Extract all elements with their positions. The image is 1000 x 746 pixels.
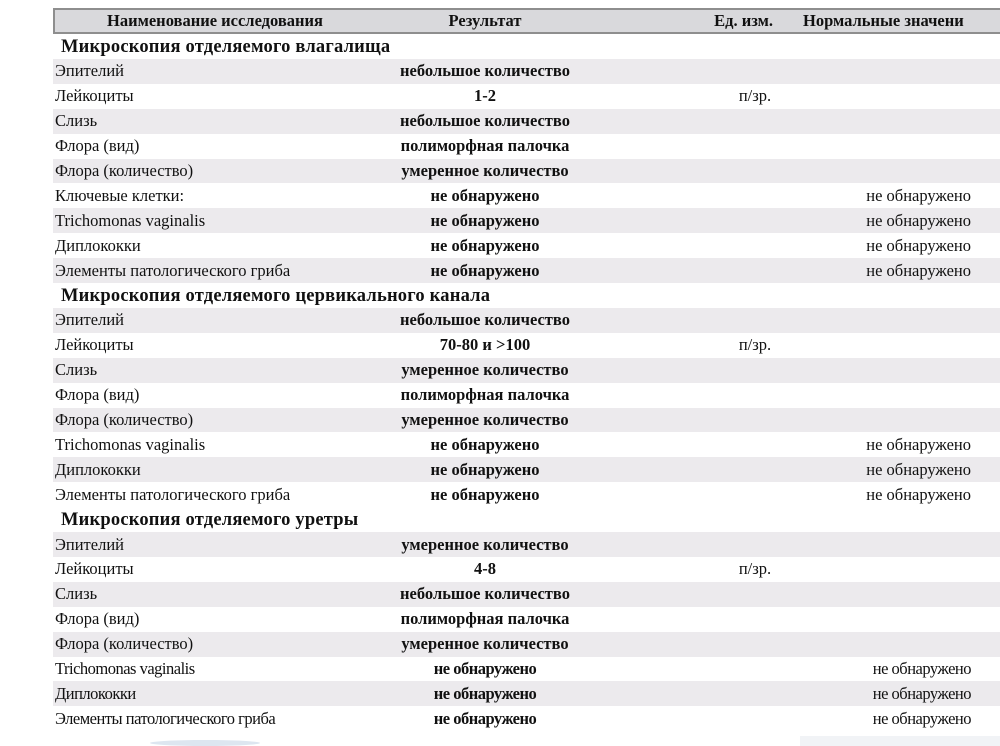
cell-result: 70-80 и >100 [439, 335, 531, 355]
header-name: Наименование исследования [107, 11, 323, 30]
cell-name: Элементы патологического гриба [55, 260, 291, 280]
header-unit: Ед. изм. [714, 11, 773, 30]
cell-result: не обнаружено [433, 708, 537, 728]
cell-result: не обнаружено [433, 659, 537, 679]
table-row [53, 233, 1000, 258]
table-row [53, 457, 1000, 482]
cell-norm: не обнаружено [866, 235, 971, 255]
cell-name: Элементы патологического гриба [55, 484, 291, 504]
cell-name: Trichomonas vaginalis [55, 434, 206, 454]
table-body [53, 34, 1000, 731]
cell-result: не обнаружено [430, 185, 540, 205]
table-row [53, 557, 1000, 582]
cell-name: Trichomonas vaginalis [55, 210, 206, 230]
header-result: Результат [448, 11, 522, 30]
cell-name: Флора (вид) [55, 385, 140, 405]
cell-norm: не обнаружено [872, 683, 971, 703]
table-row [53, 582, 1000, 607]
scan-artifact [150, 740, 260, 746]
cell-name: Флора (вид) [55, 609, 140, 629]
cell-result: 4-8 [474, 559, 496, 579]
cell-name: Элементы патологического гриба [55, 708, 276, 728]
table-row [53, 258, 1000, 283]
table-row [53, 532, 1000, 557]
cell-norm: не обнаружено [866, 185, 971, 205]
cell-norm: не обнаружено [866, 434, 971, 454]
cell-result: полиморфная палочка [400, 385, 570, 405]
cell-result: небольшое количество [400, 61, 570, 81]
cell-result: умеренное количество [401, 360, 569, 380]
table-header [53, 8, 1000, 34]
cell-unit: п/зр. [738, 86, 772, 106]
table-row [53, 432, 1000, 457]
cell-name: Флора (количество) [55, 634, 194, 654]
cell-unit: п/зр. [738, 335, 772, 355]
cell-unit: п/зр. [738, 559, 772, 579]
table-row [53, 408, 1000, 433]
cell-name: Ключевые клетки: [55, 185, 185, 205]
cell-name: Лейкоциты [55, 335, 134, 355]
section-title: Микроскопия отделяемого влагалища [53, 34, 1000, 59]
cell-name: Лейкоциты [55, 86, 134, 106]
cell-name: Флора (количество) [55, 161, 194, 180]
cell-norm: не обнаружено [866, 260, 971, 280]
cell-result: 1-2 [474, 86, 496, 106]
cell-name: Слизь [55, 111, 98, 131]
cell-name: Диплококки [55, 683, 136, 703]
table-row [53, 59, 1000, 84]
cell-name: Эпителий [55, 534, 124, 554]
table-row [53, 383, 1000, 408]
section-title: Микроскопия отделяемого цервикального канала [53, 283, 1000, 308]
cell-name: Эпителий [55, 61, 124, 81]
cell-norm: не обнаружено [866, 459, 971, 479]
cell-norm: не обнаружено [866, 484, 971, 504]
table-row [53, 109, 1000, 134]
cell-norm: не обнаружено [872, 659, 971, 679]
table-row [53, 358, 1000, 383]
table-row [53, 208, 1000, 233]
header-norm: Нормальные значени [803, 11, 964, 30]
table-row [53, 159, 1000, 184]
table-row [53, 607, 1000, 632]
cell-result: не обнаружено [430, 235, 540, 255]
cell-name: Trichomonas vaginalis [55, 659, 195, 679]
table-row [53, 183, 1000, 208]
cell-result: небольшое количество [400, 584, 570, 604]
lab-results-sheet [53, 8, 1000, 731]
cell-name: Слизь [55, 360, 98, 380]
cell-result: не обнаружено [433, 683, 537, 703]
cell-result: не обнаружено [430, 459, 540, 479]
table-row [53, 84, 1000, 109]
cell-result: небольшое количество [400, 310, 570, 330]
cell-norm: не обнаружено [866, 210, 971, 230]
table-row [53, 134, 1000, 159]
table-row [53, 657, 1000, 682]
cell-name: Флора (количество) [55, 410, 194, 430]
cell-result: не обнаружено [430, 484, 540, 504]
cell-result: не обнаружено [430, 434, 540, 454]
cell-norm: не обнаружено [872, 708, 971, 728]
cell-result: умеренное количество [401, 161, 569, 180]
cell-result: не обнаружено [430, 260, 540, 280]
cell-result: полиморфная палочка [400, 136, 570, 156]
cell-name: Диплококки [55, 459, 141, 479]
cell-result: полиморфная палочка [400, 609, 570, 629]
cell-name: Диплококки [55, 235, 141, 255]
table-row [53, 681, 1000, 706]
cell-result: небольшое количество [400, 111, 570, 131]
cell-result: умеренное количество [401, 534, 569, 554]
table-row [53, 333, 1000, 358]
table-row [53, 632, 1000, 657]
cell-result: умеренное количество [401, 634, 569, 654]
scan-artifact [800, 736, 1000, 746]
cell-name: Слизь [55, 584, 98, 604]
cell-result: умеренное количество [401, 410, 569, 430]
cell-name: Эпителий [55, 310, 124, 330]
section-title: Микроскопия отделяемого уретры [53, 507, 1000, 532]
table-row [53, 308, 1000, 333]
table-row [53, 706, 1000, 731]
cell-name: Флора (вид) [55, 136, 140, 156]
cell-name: Лейкоциты [55, 559, 134, 579]
cell-result: не обнаружено [430, 210, 540, 230]
table-row [53, 482, 1000, 507]
